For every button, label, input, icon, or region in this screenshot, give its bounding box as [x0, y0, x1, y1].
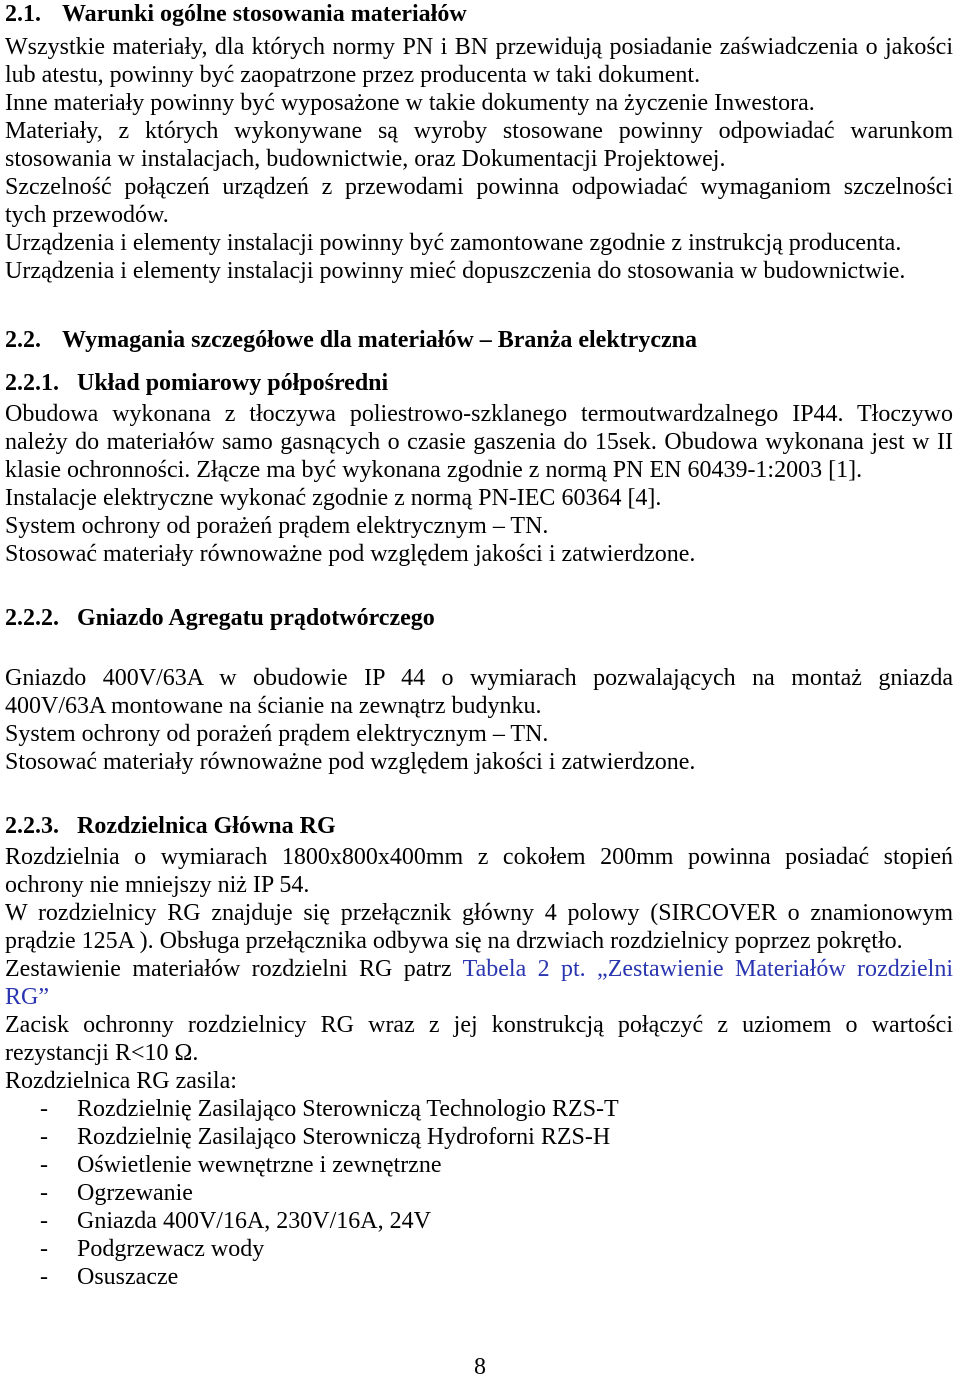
list-item — [5, 1235, 953, 1263]
paragraph-line: Inne materiały powinny być wyposażone w takie dokumenty na życzenie Inwestora. — [5, 90, 815, 116]
paragraph-line: Obudowa wykonana z tłoczywa poliestrowo-szklanego termoutwardzalnego IP44. Tłoczywo — [5, 401, 953, 427]
section-number: 2.2.1. — [5, 370, 59, 396]
supplied-loads-list — [5, 1095, 953, 1291]
paragraph-line: Instalacje elektryczne wykonać zgodnie z normą PN-IEC 60364 [4]. — [5, 485, 662, 511]
section-2-2-1-heading — [5, 369, 953, 397]
list-item-text: Ogrzewanie — [77, 1180, 193, 1206]
section-title: Układ pomiarowy półpośredni — [77, 370, 389, 396]
section-number: 2.2.3. — [5, 813, 59, 839]
list-bullet: - — [40, 1180, 48, 1206]
list-item — [5, 1123, 953, 1151]
paragraph-line: W rozdzielnicy RG znajduje się przełącznik główny 4 polowy (SIRCOVER o znamionowym — [5, 900, 953, 926]
table-2-reference-link[interactable]: Tabela 2 pt. „Zestawienie Materiałów rozdzielni — [462, 956, 954, 982]
section-title: Warunki ogólne stosowania materiałów — [62, 1, 467, 27]
paragraph-line: 400V/63A montowane na ścianie na zewnątrz budynku. — [5, 693, 542, 719]
list-bullet: - — [40, 1208, 48, 1234]
list-item — [5, 1179, 953, 1207]
section-title: Wymagania szczegółowe dla materiałów – Branża elektryczna — [62, 327, 697, 353]
paragraph-line: Stosować materiały równoważne pod względem jakości i zatwierdzone. — [5, 749, 696, 775]
list-item-text: Rozdzielnię Zasilająco Sterowniczą Technologio RZS-T — [77, 1096, 619, 1122]
paragraph-line: Wszystkie materiały, dla których normy PN i BN przewidują posiadanie zaświadczenia o jakości — [5, 34, 953, 60]
paragraph-line: należy do materiałów samo gasnących o czasie gaszenia do 15sek. Obudowa wykonana jest w II — [5, 429, 953, 455]
section-number: 2.2. — [5, 327, 41, 353]
paragraph-line: System ochrony od porażeń prądem elektrycznym – TN. — [5, 513, 549, 539]
list-item-text: Podgrzewacz wody — [77, 1236, 265, 1262]
paragraph-line: Materiały, z których wykonywane są wyroby stosowane powinny odpowiadać warunkom — [5, 118, 953, 144]
list-item-text: Osuszacze — [77, 1264, 179, 1290]
list-item — [5, 1095, 953, 1123]
list-bullet: - — [40, 1096, 48, 1122]
paragraph-line: Rozdzielnia o wymiarach 1800x800x400mm z cokołem 200mm powinna posiadać stopień — [5, 844, 953, 870]
list-bullet: - — [40, 1152, 48, 1178]
section-2-2-heading — [5, 326, 953, 354]
reference-line — [5, 955, 953, 983]
paragraph-line: stosowania w instalacjach, budownictwie, oraz Dokumentacji Projektowej. — [5, 146, 726, 172]
list-item — [5, 1263, 953, 1291]
paragraph-line: Stosować materiały równoważne pod względem jakości i zatwierdzone. — [5, 541, 696, 567]
table-2-reference-link-continued[interactable]: RG” — [5, 984, 49, 1010]
section-2-1-heading — [5, 0, 953, 28]
list-item-text: Oświetlenie wewnętrzne i zewnętrzne — [77, 1152, 442, 1178]
paragraph-line: lub atestu, powinny być zaopatrzone przez producenta w taki dokument. — [5, 62, 701, 88]
section-title: Gniazdo Agregatu prądotwórczego — [77, 605, 435, 631]
paragraph-line: ochrony nie mniejszy niż IP 54. — [5, 872, 310, 898]
reference-prefix: Zestawienie materiałów rozdzielni RG patrz — [5, 956, 452, 982]
list-item-text: Gniazda 400V/16A, 230V/16A, 24V — [77, 1208, 431, 1234]
paragraph-line: Gniazdo 400V/63A w obudowie IP 44 o wymiarach pozwalających na montaż gniazda — [5, 665, 953, 691]
list-bullet: - — [40, 1264, 48, 1290]
section-number: 2.1. — [5, 1, 41, 27]
list-bullet: - — [40, 1236, 48, 1262]
paragraph-line: tych przewodów. — [5, 202, 169, 228]
section-2-2-2-heading — [5, 604, 953, 632]
section-2-2-3-heading — [5, 812, 953, 840]
paragraph-line: Urządzenia i elementy instalacji powinny mieć dopuszczenia do stosowania w budownictwie. — [5, 258, 906, 284]
page-number: 8 — [474, 1354, 486, 1378]
section-2-2-1-body — [5, 400, 953, 568]
list-item — [5, 1207, 953, 1235]
section-2-2-3-body — [5, 843, 953, 1095]
section-number: 2.2.2. — [5, 605, 59, 631]
paragraph-line: Urządzenia i elementy instalacji powinny być zamontowane zgodnie z instrukcją producenta. — [5, 230, 902, 256]
paragraph-line: Rozdzielnica RG zasila: — [5, 1068, 237, 1094]
list-item — [5, 1151, 953, 1179]
section-2-1-body — [5, 33, 953, 285]
paragraph-line: prądzie 125A ). Obsługa przełącznika odbywa się na drzwiach rozdzielnicy poprzez pokrętło. — [5, 928, 903, 954]
paragraph-line: Zacisk ochronny rozdzielnicy RG wraz z jej konstrukcją połączyć z uziomem o wartości — [5, 1012, 953, 1038]
list-item-text: Rozdzielnię Zasilająco Sterowniczą Hydroforni RZS-H — [77, 1124, 611, 1150]
reference-line-continued — [5, 983, 953, 1011]
section-2-2-2-body — [5, 664, 953, 776]
paragraph-line: System ochrony od porażeń prądem elektrycznym – TN. — [5, 721, 549, 747]
section-title: Rozdzielnica Główna RG — [77, 813, 336, 839]
paragraph-line: klasie ochronności. Złącze ma być wykonana zgodnie z normą PN EN 60439-1:2003 [1]. — [5, 457, 863, 483]
paragraph-line: Szczelność połączeń urządzeń z przewodami powinna odpowiadać wymaganiom szczelności — [5, 174, 953, 200]
list-bullet: - — [40, 1124, 48, 1150]
paragraph-line: rezystancji R<10 Ω. — [5, 1040, 199, 1066]
